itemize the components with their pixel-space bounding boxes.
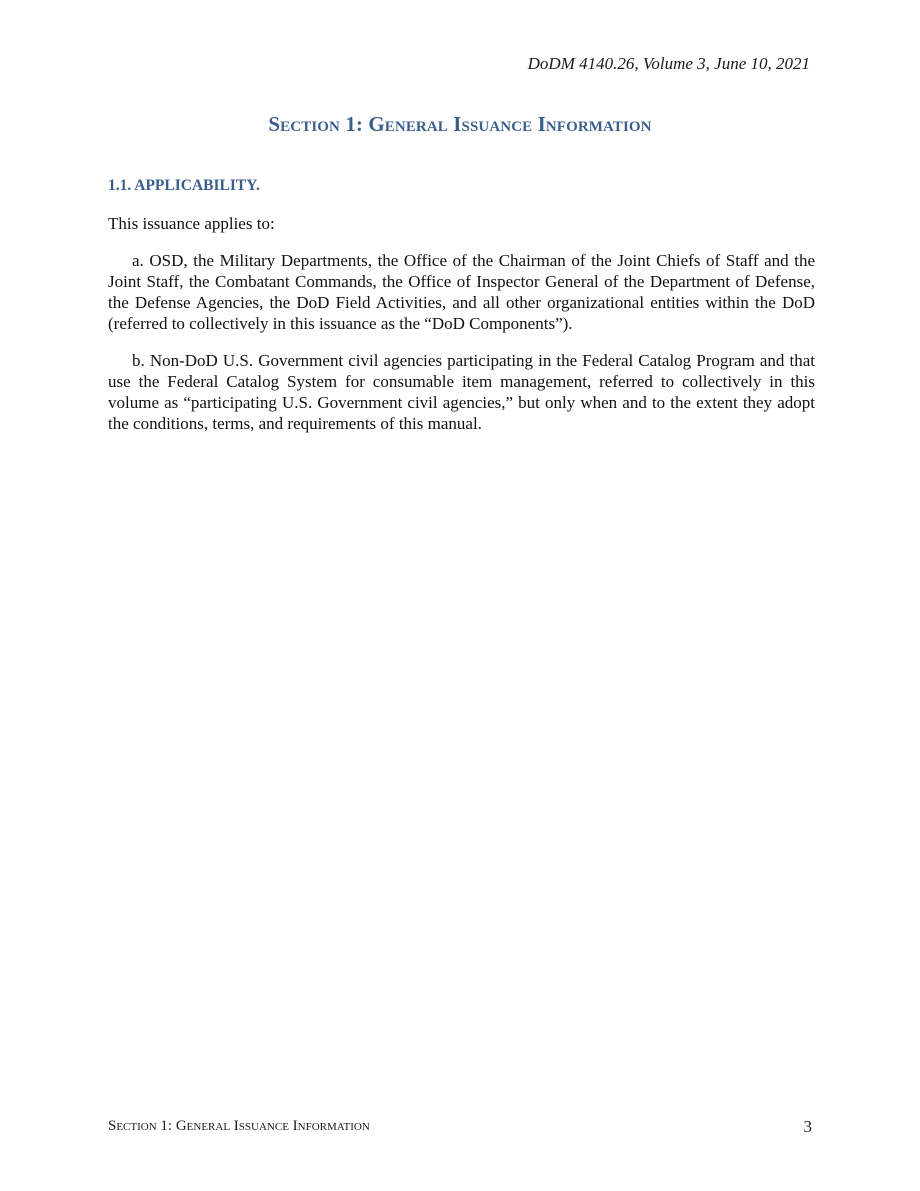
- main-content: [108, 170, 815, 434]
- intro-text: This issuance applies to:: [108, 214, 275, 233]
- document-reference: DoDM 4140.26, Volume 3, June 10, 2021: [527, 54, 810, 73]
- subsection-heading: 1.1. APPLICABILITY.: [108, 177, 260, 194]
- page-number: 3: [803, 1117, 812, 1136]
- footer-section-label: Section 1: General Issuance Information: [108, 1118, 370, 1134]
- paragraph-a: a. OSD, the Military Departments, the Office of the Chairman of the Joint Chiefs of Staff and the Joint Staff, the Combatant Commands, the Office of Inspector General of the Department of Defense, the Defense Agencies, the DoD Field Activities, and all other organizational entities within the DoD (referred to collectively in this issuance as the “DoD Components”).: [108, 251, 815, 333]
- section-title: Section 1: General Issuance Information: [268, 112, 652, 136]
- paragraph-b: b. Non-DoD U.S. Government civil agencies participating in the Federal Catalog Program and that use the Federal Catalog System for consumable item management, referred to collectively in this volume as “participating U.S. Government civil agencies,” but only when and to the extent they adopt the conditions, terms, and requirements of this manual.: [108, 351, 815, 433]
